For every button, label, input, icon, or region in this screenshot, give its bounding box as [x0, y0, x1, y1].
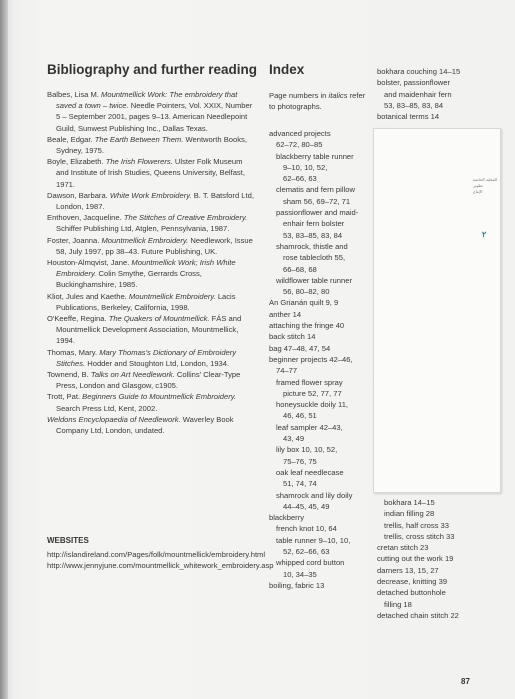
index-entry: 53, 83–85, 83, 84 — [384, 100, 444, 110]
index-entry: detached chain stitch 22 — [377, 610, 459, 620]
slip-mark: ٢ — [482, 230, 487, 239]
page-number: 87 — [461, 677, 470, 686]
index-entry: trellis, half cross 33 — [384, 520, 449, 530]
index-entry: rose tablecloth 55, — [283, 253, 346, 263]
bib-entry: Weldons Encyclopaedia of Needlework. Waverley Book Company Ltd, London, undated. — [47, 414, 234, 436]
index-entry: advanced projects — [269, 129, 331, 138]
index-entry: 52, 62–66, 63 — [283, 546, 330, 556]
bib-entry: Balbes, Lisa M. Mountmellick Work: The embroidery that saved a town – twice. Needle Pointers, Vol. XXIX, Number 5 – September 2001, pages 9–13. American Needlepoint Guild, Sunwest Publishing Inc., Dallas Texas. — [47, 90, 253, 133]
index-entry: honeysuckle doily 11, — [276, 400, 349, 410]
index-entry: trellis, cross stitch 33 — [384, 531, 455, 541]
index-entry: wildflower table runner — [276, 275, 352, 285]
index-entry: shamrock, thistle and — [276, 241, 348, 251]
index-entry: french knot 10, 64 — [276, 524, 337, 534]
index-entry: shamrock and lily doily — [276, 490, 353, 500]
index-entry: cretan stitch 23 — [377, 543, 429, 553]
index-entry: and maidenhair fern — [384, 89, 452, 99]
index-entry: picture 52, 77, 77 — [283, 388, 342, 398]
index-entry: detached buttonhole — [377, 588, 446, 598]
bib-entry: Foster, Joanna. Mountmellick Embroidery. Needlework, Issue 58, July 1997, pp 38–43. Future Publishing, UK. — [47, 235, 253, 256]
index-entry: bokhara couching 14–15 — [377, 67, 461, 76]
index-entry: whipped cord button — [276, 558, 345, 568]
index-entry: blackberry — [269, 513, 305, 523]
index-title: Index — [269, 62, 305, 77]
index-entry: boiling, fabric 13 — [269, 580, 325, 590]
index-note: Page numbers in italics refer to photographs. — [269, 91, 366, 112]
index-entry: clematis and fern pillow — [276, 185, 355, 195]
index-entry: decrease, knitting 39 — [377, 577, 448, 587]
index-entry: sham 56, 69–72, 71 — [283, 196, 351, 206]
index-entry: 75–76, 75 — [283, 456, 317, 466]
index-entry: attaching the fringe 40 — [269, 321, 345, 331]
page-shadow-edge — [0, 0, 8, 699]
index-entry: passionflower and maid- — [276, 208, 359, 218]
index-entry: 46, 46, 51 — [283, 411, 317, 421]
bib-entry: Enthoven, Jacqueline. The Stitches of Creative Embroidery. Schiffer Publishing Ltd, Atglen, Pennsylvania, 1987. — [47, 213, 248, 234]
bib-entry: Townend, B. Talks on Art Needlework. Collins' Clear-Type Press, London and Glasgow, c1905. — [47, 370, 241, 391]
index-entry: table runner 9–10, 10, — [276, 535, 351, 545]
index-entry: enhair fern bolster — [283, 219, 345, 229]
index-entry: 44–45, 45, 49 — [283, 501, 330, 511]
index-entry: lily box 10, 10, 52, — [276, 445, 338, 455]
websites-list — [47, 549, 274, 571]
index-entry: bolster, passionflower — [377, 78, 451, 88]
bib-entry: Boyle, Elizabeth. The Irish Flowerers. Ulster Folk Museum and Institute of Irish Studies, Queens University, Belfast, 1971. — [47, 157, 245, 189]
website-link[interactable]: http://islandireland.com/Pages/folk/mountmellick/embroidery.html — [47, 550, 266, 559]
bib-entry: O'Keeffe, Regina. The Quakers of Mountmellick. FÁS and Mountmellick Development Association, Mountmellick, 1994. — [47, 314, 242, 346]
index-entry: bag 47–48, 47, 54 — [269, 343, 331, 353]
index-entry: 62–66, 63 — [283, 174, 317, 184]
bib-entry: Dawson, Barbara. White Work Embroidery. B. T. Batsford Ltd, London, 1987. — [47, 190, 254, 212]
website-link[interactable]: http://www.jennyjune.com/mountmellick_whitework_embroidery.asp — [47, 561, 274, 571]
websites-title: WEBSITES — [47, 536, 89, 545]
index-entry: bokhara 14–15 — [384, 498, 435, 507]
index-entry: filling 18 — [384, 599, 412, 609]
bibliography-title: Bibliography and further reading — [47, 62, 258, 77]
index-entry: 56, 80–82, 80 — [283, 287, 330, 297]
index-entry: blackberry table runner — [276, 151, 354, 161]
index-entry: 53, 83–85, 83, 84 — [283, 230, 343, 240]
index-column-2-bottom — [377, 497, 489, 621]
index-entry: back stitch 14 — [269, 332, 316, 342]
index-entry: 66–68, 68 — [283, 264, 317, 274]
index-column-2-top — [377, 66, 489, 122]
index-entry: anther 14 — [269, 309, 302, 319]
index-entry: leaf sampler 42–43, — [276, 422, 343, 432]
index-entry: 9–10, 10, 52, — [283, 162, 328, 172]
index-entry: 10, 34–35 — [283, 569, 317, 579]
bib-entry: Beale, Edgar. The Earth Between Them. Wentworth Books, Sydney, 1975. — [47, 134, 247, 156]
bib-entry: Thomas, Mary. Mary Thomas's Dictionary of Embroidery Stitches. Hodder and Stoughton Ltd, London, 1934. — [47, 347, 237, 368]
bib-entry: Kliot, Jules and Kaethe. Mountmellick Embroidery. Lacis Publications, Berkeley, California, 1998. — [47, 291, 236, 312]
index-entry: framed flower spray — [276, 377, 343, 387]
index-entry: An Grianán quilt 9, 9 — [269, 298, 339, 308]
slip-scribble: المغلية الخاصة تطوير الإنتاج — [473, 177, 498, 194]
bib-entry: Houston-Almqvist, Jane. Mountmellick Work; Irish White Embroidery. Colin Smythe, Gerrards Cross, Buckinghamshire, 1985. — [47, 258, 236, 290]
inserted-paper-slip — [373, 128, 501, 493]
index-entry: darners 13, 15, 27 — [377, 565, 439, 575]
index-entry: 74–77 — [276, 366, 298, 376]
index-entry: botanical terms 14 — [377, 112, 440, 122]
bib-entry: Trott, Pat. Beginners Guide to Mountmellick Embroidery. Search Press Ltd, Kent, 2002. — [47, 392, 237, 413]
index-entry: cutting out the work 19 — [377, 554, 454, 564]
index-entry: beginner projects 42–46, — [269, 354, 353, 364]
index-column-1 — [269, 128, 373, 591]
index-entry: 62–72, 80–85 — [276, 140, 323, 150]
index-entry: 43, 49 — [283, 434, 305, 444]
index-entry: 51, 74, 74 — [283, 479, 317, 489]
index-entry: oak leaf needlecase — [276, 467, 344, 477]
index-entry: indian filling 28 — [384, 509, 435, 519]
bibliography-list — [47, 89, 257, 436]
